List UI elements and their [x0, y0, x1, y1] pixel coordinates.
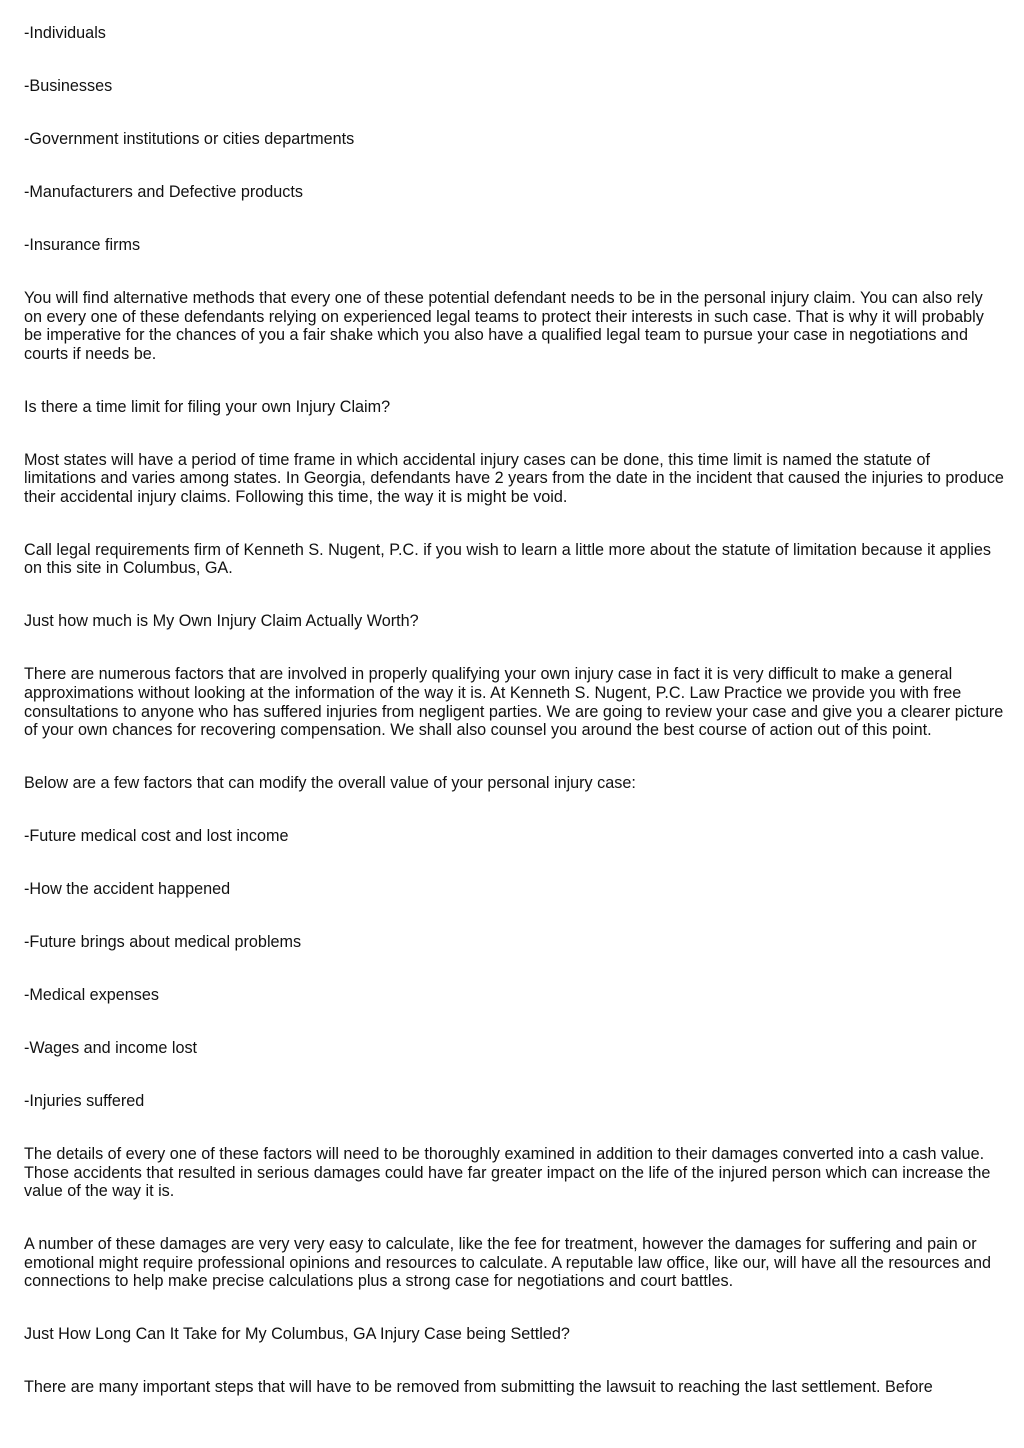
body-paragraph-call-firm: Call legal requirements firm of Kenneth S. Nugent, P.C. if you wish to learn a little more about the statute of limitation because it applies on this site in Columbus, GA. — [24, 540, 991, 578]
list-item-wages-lost: -Wages and income lost — [24, 1039, 198, 1058]
body-paragraph-factors: There are numerous factors that are involved in properly qualifying your own injury case in fact it is very difficult to make a general approximations without looking at the information of the way it is. At Kenneth S. Nugent, P.C. Law Practice we provide you with free consultations to anyone who has suffered injuries from negligent parties. We are going to review your case and give you a clearer picture of your own chances for recovering compensation. We shall also counsel you around the best course of action out of this point. — [24, 665, 1004, 740]
body-paragraph-factors-intro: Below are a few factors that can modify the overall value of your personal injury case: — [24, 774, 636, 793]
list-item-individuals: -Individuals — [24, 24, 106, 42]
list-item-manufacturers: -Manufacturers and Defective products — [24, 182, 303, 201]
body-paragraph-details: The details of every one of these factors will need to be thoroughly examined in addition to their damages converted into a cash value. Those accidents that resulted in serious damages could have far greater impact on the life of the injured person which can increase the value of the way it is. — [24, 1145, 991, 1201]
list-item-future-medical-cost: -Future medical cost and lost income — [24, 827, 289, 846]
list-item-insurance: -Insurance firms — [24, 235, 141, 254]
list-item-businesses: -Businesses — [24, 76, 113, 95]
body-paragraph-steps: There are many important steps that will have to be removed from submitting the lawsuit to reaching the last settlement. Before — [24, 1378, 933, 1397]
body-paragraph-damages: A number of these damages are very very easy to calculate, like the fee for treatment, however the damages for suffering and pain or emotional might require professional opinions and resources to calculate. A reputable law office, like our, will have all the resources and connections to help make precise calculations plus a strong case for negotiations and court battles. — [24, 1235, 992, 1291]
body-paragraph-statute: Most states will have a period of time frame in which accidental injury cases can be done, this time limit is named the statute of limitations and varies among states. In Georgia, defendants have 2 years from the date in the incident that caused the injuries to produce their accidental injury claims. Following this time, the way it is might be void. — [24, 450, 1004, 506]
document-page — [24, 24, 1004, 1431]
list-item-government: -Government institutions or cities departments — [24, 129, 355, 148]
body-paragraph-defendants: You will find alternative methods that every one of these potential defendant needs to be in the personal injury claim. You can also rely on every one of these defendants relying on experienced legal teams to protect their interests in such case. That is why it will probably be imperative for the chances of you a fair shake which you also have a qualified legal team to pursue your case in negotiations and courts if needs be. — [24, 288, 984, 363]
list-item-medical-expenses: -Medical expenses — [24, 986, 159, 1005]
section-heading-how-long: Just How Long Can It Take for My Columbus, GA Injury Case being Settled? — [24, 1325, 570, 1344]
section-heading-time-limit: Is there a time limit for filing your own Injury Claim? — [24, 397, 391, 416]
section-heading-claim-worth: Just how much is My Own Injury Claim Actually Worth? — [24, 612, 419, 631]
list-item-accident-happened: -How the accident happened — [24, 880, 231, 899]
list-item-future-problems: -Future brings about medical problems — [24, 933, 302, 952]
list-item-injuries-suffered: -Injuries suffered — [24, 1092, 145, 1111]
